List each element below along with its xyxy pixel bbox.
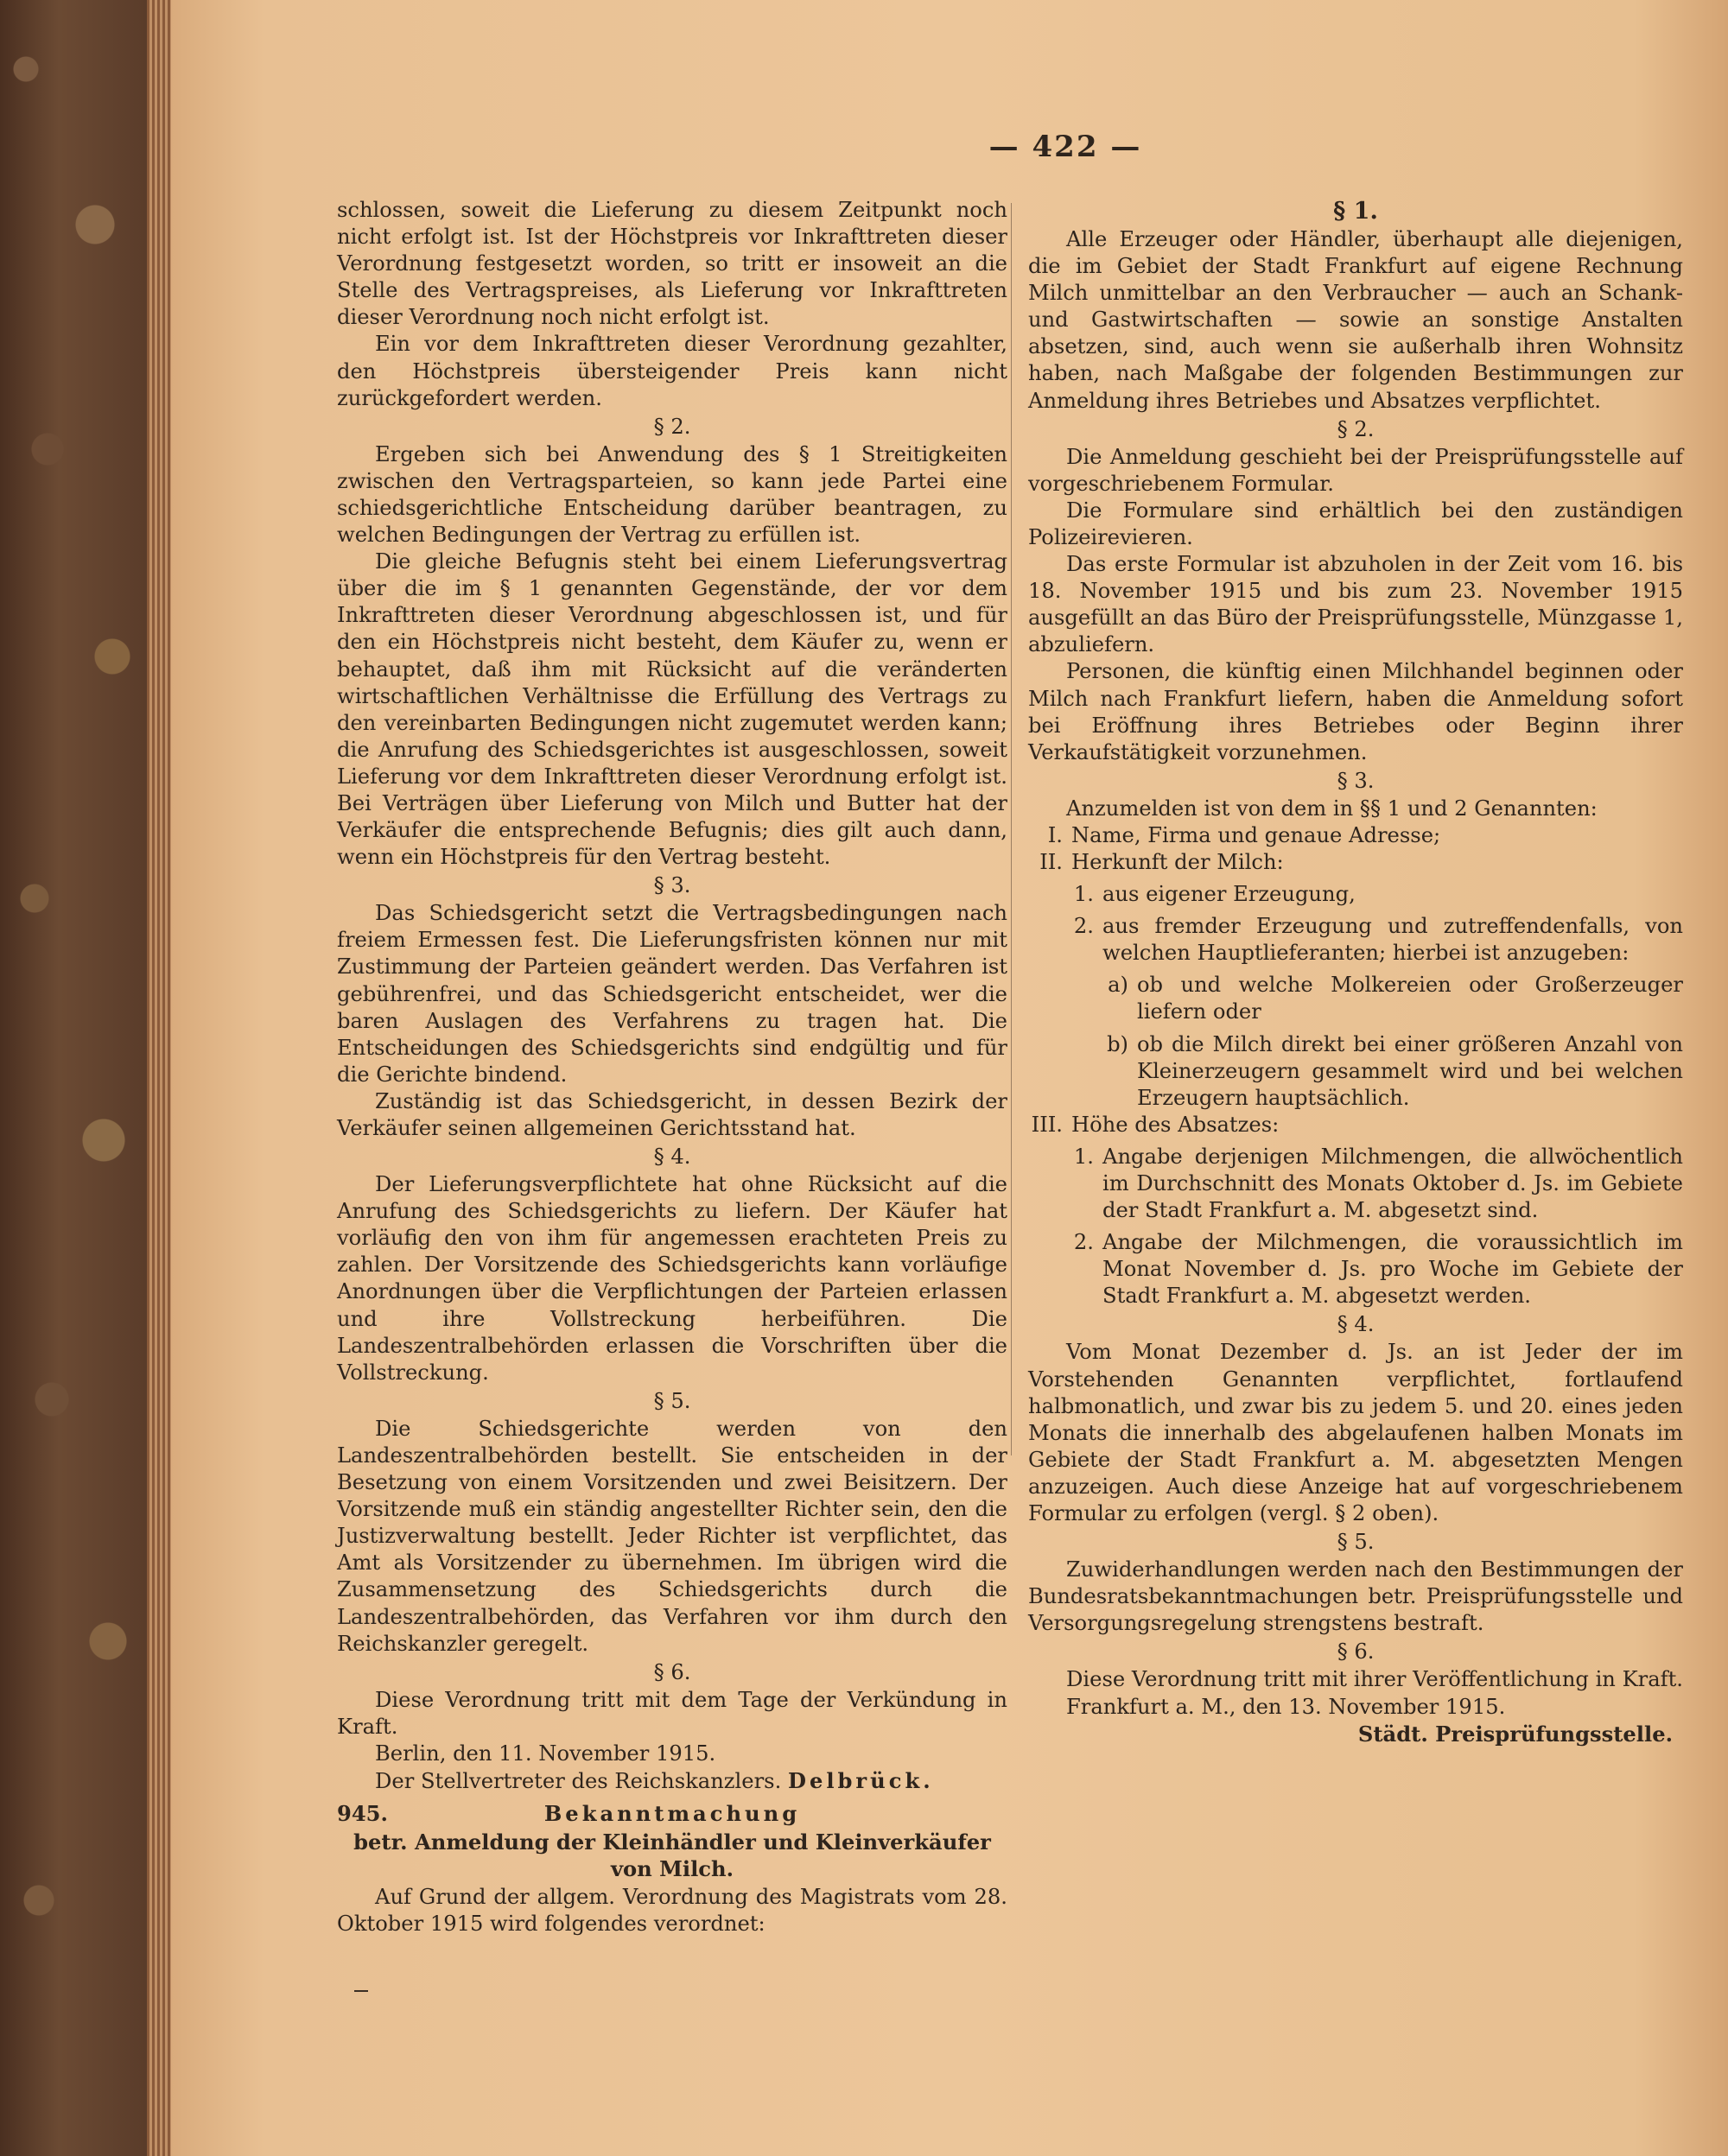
paragraph: Diese Verordnung tritt mit ihrer Veröffentlichung in Kraft. bbox=[1066, 1667, 1683, 1692]
page-edges bbox=[147, 0, 171, 2156]
signer-name: Delbrück. bbox=[787, 1767, 934, 1793]
list-item bbox=[1028, 913, 1683, 967]
section-heading: § 4. bbox=[1337, 1312, 1375, 1337]
list-marker: 1. bbox=[1073, 882, 1094, 907]
section-heading: § 4. bbox=[653, 1145, 691, 1170]
column-divider bbox=[1011, 203, 1012, 1455]
paragraph: Die Anmeldung geschieht bei der Preisprüfungsstelle auf vorgeschriebenem Formular. bbox=[1028, 444, 1683, 496]
list-marker: a) bbox=[1108, 973, 1128, 998]
paragraph: Zuwiderhandlungen werden nach den Bestimmungen der Bundesratsbekanntmachungen betr. Preisprüfungsstelle und Versorgungsregelung strengstens bestraft. bbox=[1028, 1557, 1683, 1636]
list-item bbox=[1028, 822, 1683, 849]
paragraph: Zuständig ist das Schiedsgericht, in dessen Bezirk der Verkäufer seinen allgemeinen Gerichtsstand hat. bbox=[337, 1088, 1007, 1140]
list-marker: b) bbox=[1107, 1031, 1128, 1056]
section-heading: § 6. bbox=[653, 1659, 691, 1684]
list-item bbox=[1028, 1031, 1683, 1112]
list-marker: III. bbox=[1031, 1112, 1063, 1137]
list-text: aus fremder Erzeugung und zutreffendenfalls, von welchen Hauptlieferanten; hierbei ist anzugeben: bbox=[1102, 914, 1683, 966]
list-marker: I. bbox=[1047, 822, 1063, 847]
signature-line bbox=[337, 1767, 1007, 1795]
list-item bbox=[1028, 972, 1683, 1025]
paragraph: Anzumelden ist von dem in §§ 1 und 2 Genannten: bbox=[1066, 796, 1598, 821]
list-item bbox=[1028, 849, 1683, 876]
notice-title: Bekanntmachung bbox=[543, 1801, 801, 1827]
page-number: — 422 — bbox=[988, 130, 1142, 164]
place-date: Berlin, den 11. November 1915. bbox=[375, 1741, 716, 1766]
book-binding bbox=[0, 0, 147, 2156]
notice-number: 945. bbox=[337, 1801, 388, 1827]
section-heading: § 3. bbox=[653, 873, 691, 898]
list-text: ob die Milch direkt bei einer größeren Anzahl von Kleinerzeugern gesammelt wird und bei welchen Erzeugern hauptsächlich. bbox=[1137, 1031, 1683, 1110]
list-item bbox=[1028, 1229, 1683, 1309]
paragraph: Die gleiche Befugnis steht bei einem Lieferungsvertrag über die im § 1 genannten Gegenstände, der vor dem Inkrafttreten dieser Verordnung abgeschlossen ist, und für den ein Höchstpreis nicht besteht, dem Käufer zu, wenn er behauptet, daß ihm mit Rücksicht auf die veränderten wirtschaftlichen Verhältnisse die Erfüllung des Vertrags zu den vereinbarten Bedingungen nicht zugemutet werden kann; die Anrufung des Schiedsgerichtes ist ausgeschlossen, soweit Lieferung vor dem Inkrafttreten dieser Verordnung erfolgt ist. Bei Verträgen über Lieferung von Milch und Butter hat der Verkäufer die entsprechende Befugnis; dies gilt auch dann, wenn ein Höchstpreis für den Vertrag besteht. bbox=[337, 549, 1007, 870]
paragraph: Der Lieferungsverpflichtete hat ohne Rücksicht auf die Anrufung des Schiedsgerichts zu liefern. Der Käufer hat vorläufig den von ihm für angemessen erachteten Preis zu zahlen. Der Vorsitzende des Schiedsgerichts kann vorläufige Anordnungen über die Verpflichtungen der Parteien erlassen und ihre Vollstreckung herbeiführen. Die Landeszentralbehörden erlassen die Vorschriften über die Vollstreckung. bbox=[337, 1172, 1007, 1385]
paragraph: Auf Grund der allgem. Verordnung des Magistrats vom 28. Oktober 1915 wird folgendes verordnet: bbox=[337, 1885, 1007, 1937]
paragraph: Das Schiedsgericht setzt die Vertragsbedingungen nach freiem Ermessen fest. Die Lieferungsfristen können nur mit Zustimmung der Parteien geändert werden. Das Verfahren ist gebührenfrei, und das Schiedsgericht entscheidet, wer die baren Auslagen des Verfahrens zu tragen hat. Die Entscheidungen des Schiedsgerichts sind endgültig und für die Gerichte bindend. bbox=[337, 901, 1007, 1087]
list-marker: 2. bbox=[1073, 914, 1094, 939]
signer-role: Der Stellvertreter des Reichskanzlers. bbox=[375, 1768, 782, 1793]
paragraph: Personen, die künftig einen Milchhandel beginnen oder Milch nach Frankfurt liefern, haben die Anmeldung sofort bei Eröffnung ihres Betriebes oder Beginn ihrer Verkaufstätigkeit vorzunehmen. bbox=[1028, 659, 1683, 764]
list-text: Angabe der Milchmengen, die voraussichtlich im Monat November d. Js. pro Woche im Gebiete der Stadt Frankfurt a. M. abgesetzt werden. bbox=[1102, 1230, 1683, 1309]
section-heading: § 1. bbox=[1333, 198, 1378, 225]
paragraph: schlossen, soweit die Lieferung zu diesem Zeitpunkt noch nicht erfolgt ist. Ist der Höchstpreis vor Inkrafttreten dieser Verordnung festgesetzt worden, so tritt er insoweit an die Stelle des Vertragspreises, als Lieferung vor Inkrafttreten dieser Verordnung noch nicht erfolgt ist. bbox=[337, 198, 1007, 330]
paragraph: Die Schiedsgerichte werden von den Landeszentralbehörden bestellt. Sie entscheiden in der Besetzung von einem Vorsitzenden und zwei Beisitzern. Der Vorsitzende muß ein ständig angestellter Richter sein, den die Justizverwaltung bestellt. Jeder Richter ist verpflichtet, das Amt als Vorsitzender zu übernehmen. Im übrigen wird die Zusammensetzung des Schiedsgerichts durch die Landeszentralbehörden, das Verfahren vor ihm durch den Reichskanzler geregelt. bbox=[337, 1416, 1007, 1656]
section-heading: § 3. bbox=[1337, 768, 1375, 793]
list-item bbox=[1028, 1112, 1683, 1138]
paragraph: Diese Verordnung tritt mit dem Tage der Verkündung in Kraft. bbox=[337, 1687, 1007, 1739]
list-text: Herkunft der Milch: bbox=[1071, 849, 1284, 874]
paragraph: Die Formulare sind erhältlich bei den zuständigen Polizeirevieren. bbox=[1028, 498, 1683, 549]
paragraph: Das erste Formular ist abzuholen in der Zeit vom 16. bis 18. November 1915 und bis zum 23. November 1915 ausgefüllt an das Büro der Preisprüfungsstelle, Münzgasse 1, abzuliefern. bbox=[1028, 552, 1683, 657]
section-heading: § 2. bbox=[1337, 416, 1375, 441]
list-marker: II. bbox=[1039, 849, 1063, 874]
paragraph: Ein vor dem Inkrafttreten dieser Verordnung gezahlter, den Höchstpreis übersteigender Preis kann nicht zurückgefordert werden. bbox=[337, 332, 1007, 410]
list-text: Angabe derjenigen Milchmengen, die allwöchentlich im Durchschnitt des Monats Oktober d. Js. im Gebiete der Stadt Frankfurt a. M. abgesetzt sind. bbox=[1102, 1144, 1683, 1223]
list-marker: 2. bbox=[1073, 1230, 1094, 1255]
paragraph: Alle Erzeuger oder Händler, überhaupt alle diejenigen, die im Gebiet der Stadt Frankfurt auf eigene Rechnung Milch unmittelbar an den Verbraucher — auch an Schank- und Gastwirtschaften — sowie an sonstige Anstalten absetzen, sind, auch wenn sie außerhalb ihren Wohnsitz haben, nach Maßgabe der folgenden Bestimmungen zur Anmeldung ihres Betriebes und Absatzes verpflichtet. bbox=[1028, 227, 1683, 413]
notice-header bbox=[337, 1800, 1007, 1827]
list-text: Name, Firma und genaue Adresse; bbox=[1071, 822, 1441, 847]
paragraph: Ergeben sich bei Anwendung des § 1 Streitigkeiten zwischen den Vertragsparteien, so kann jede Partei eine schiedsgerichtliche Entscheidung darüber beantragen, zu welchen Bedingungen der Vertrag zu erfüllen ist. bbox=[337, 441, 1007, 548]
signer-name: Städt. Preisprüfungsstelle. bbox=[1357, 1721, 1673, 1747]
list-item bbox=[1028, 881, 1683, 908]
list-text: ob und welche Molkereien oder Großerzeuger liefern oder bbox=[1137, 973, 1683, 1024]
section-heading: § 2. bbox=[653, 414, 691, 439]
list-marker: 1. bbox=[1073, 1144, 1094, 1169]
section-heading: § 5. bbox=[653, 1388, 691, 1413]
paragraph: Vom Monat Dezember d. Js. an ist Jeder der im Vorstehenden Genannten verpflichtet, fortlaufend halbmonatlich, und zwar bis zu jedem 5. und 20. eines jeden Monats die innerhalb des abgelaufenen halben Monats im Gebiete der Stadt Frankfurt a. M. abgesetzten Mengen anzuzeigen. Auch diese Anzeige hat auf vorgeschriebenem Formular zu erfolgen (vergl. § 2 oben). bbox=[1028, 1340, 1683, 1526]
section-heading: § 6. bbox=[1337, 1639, 1375, 1665]
place-date: Frankfurt a. M., den 13. November 1915. bbox=[1066, 1694, 1506, 1719]
list-text: Höhe des Absatzes: bbox=[1071, 1112, 1280, 1137]
list-item bbox=[1028, 1144, 1683, 1224]
margin-mark bbox=[354, 1990, 368, 1992]
notice-subtitle: betr. Anmeldung der Kleinhändler und Kleinverkäufer von Milch. bbox=[353, 1829, 991, 1882]
section-heading: § 5. bbox=[1337, 1530, 1375, 1555]
document-page bbox=[171, 0, 1728, 2156]
list-text: aus eigener Erzeugung, bbox=[1102, 882, 1356, 907]
right-column bbox=[1028, 197, 1683, 1747]
left-column bbox=[337, 197, 1007, 1938]
